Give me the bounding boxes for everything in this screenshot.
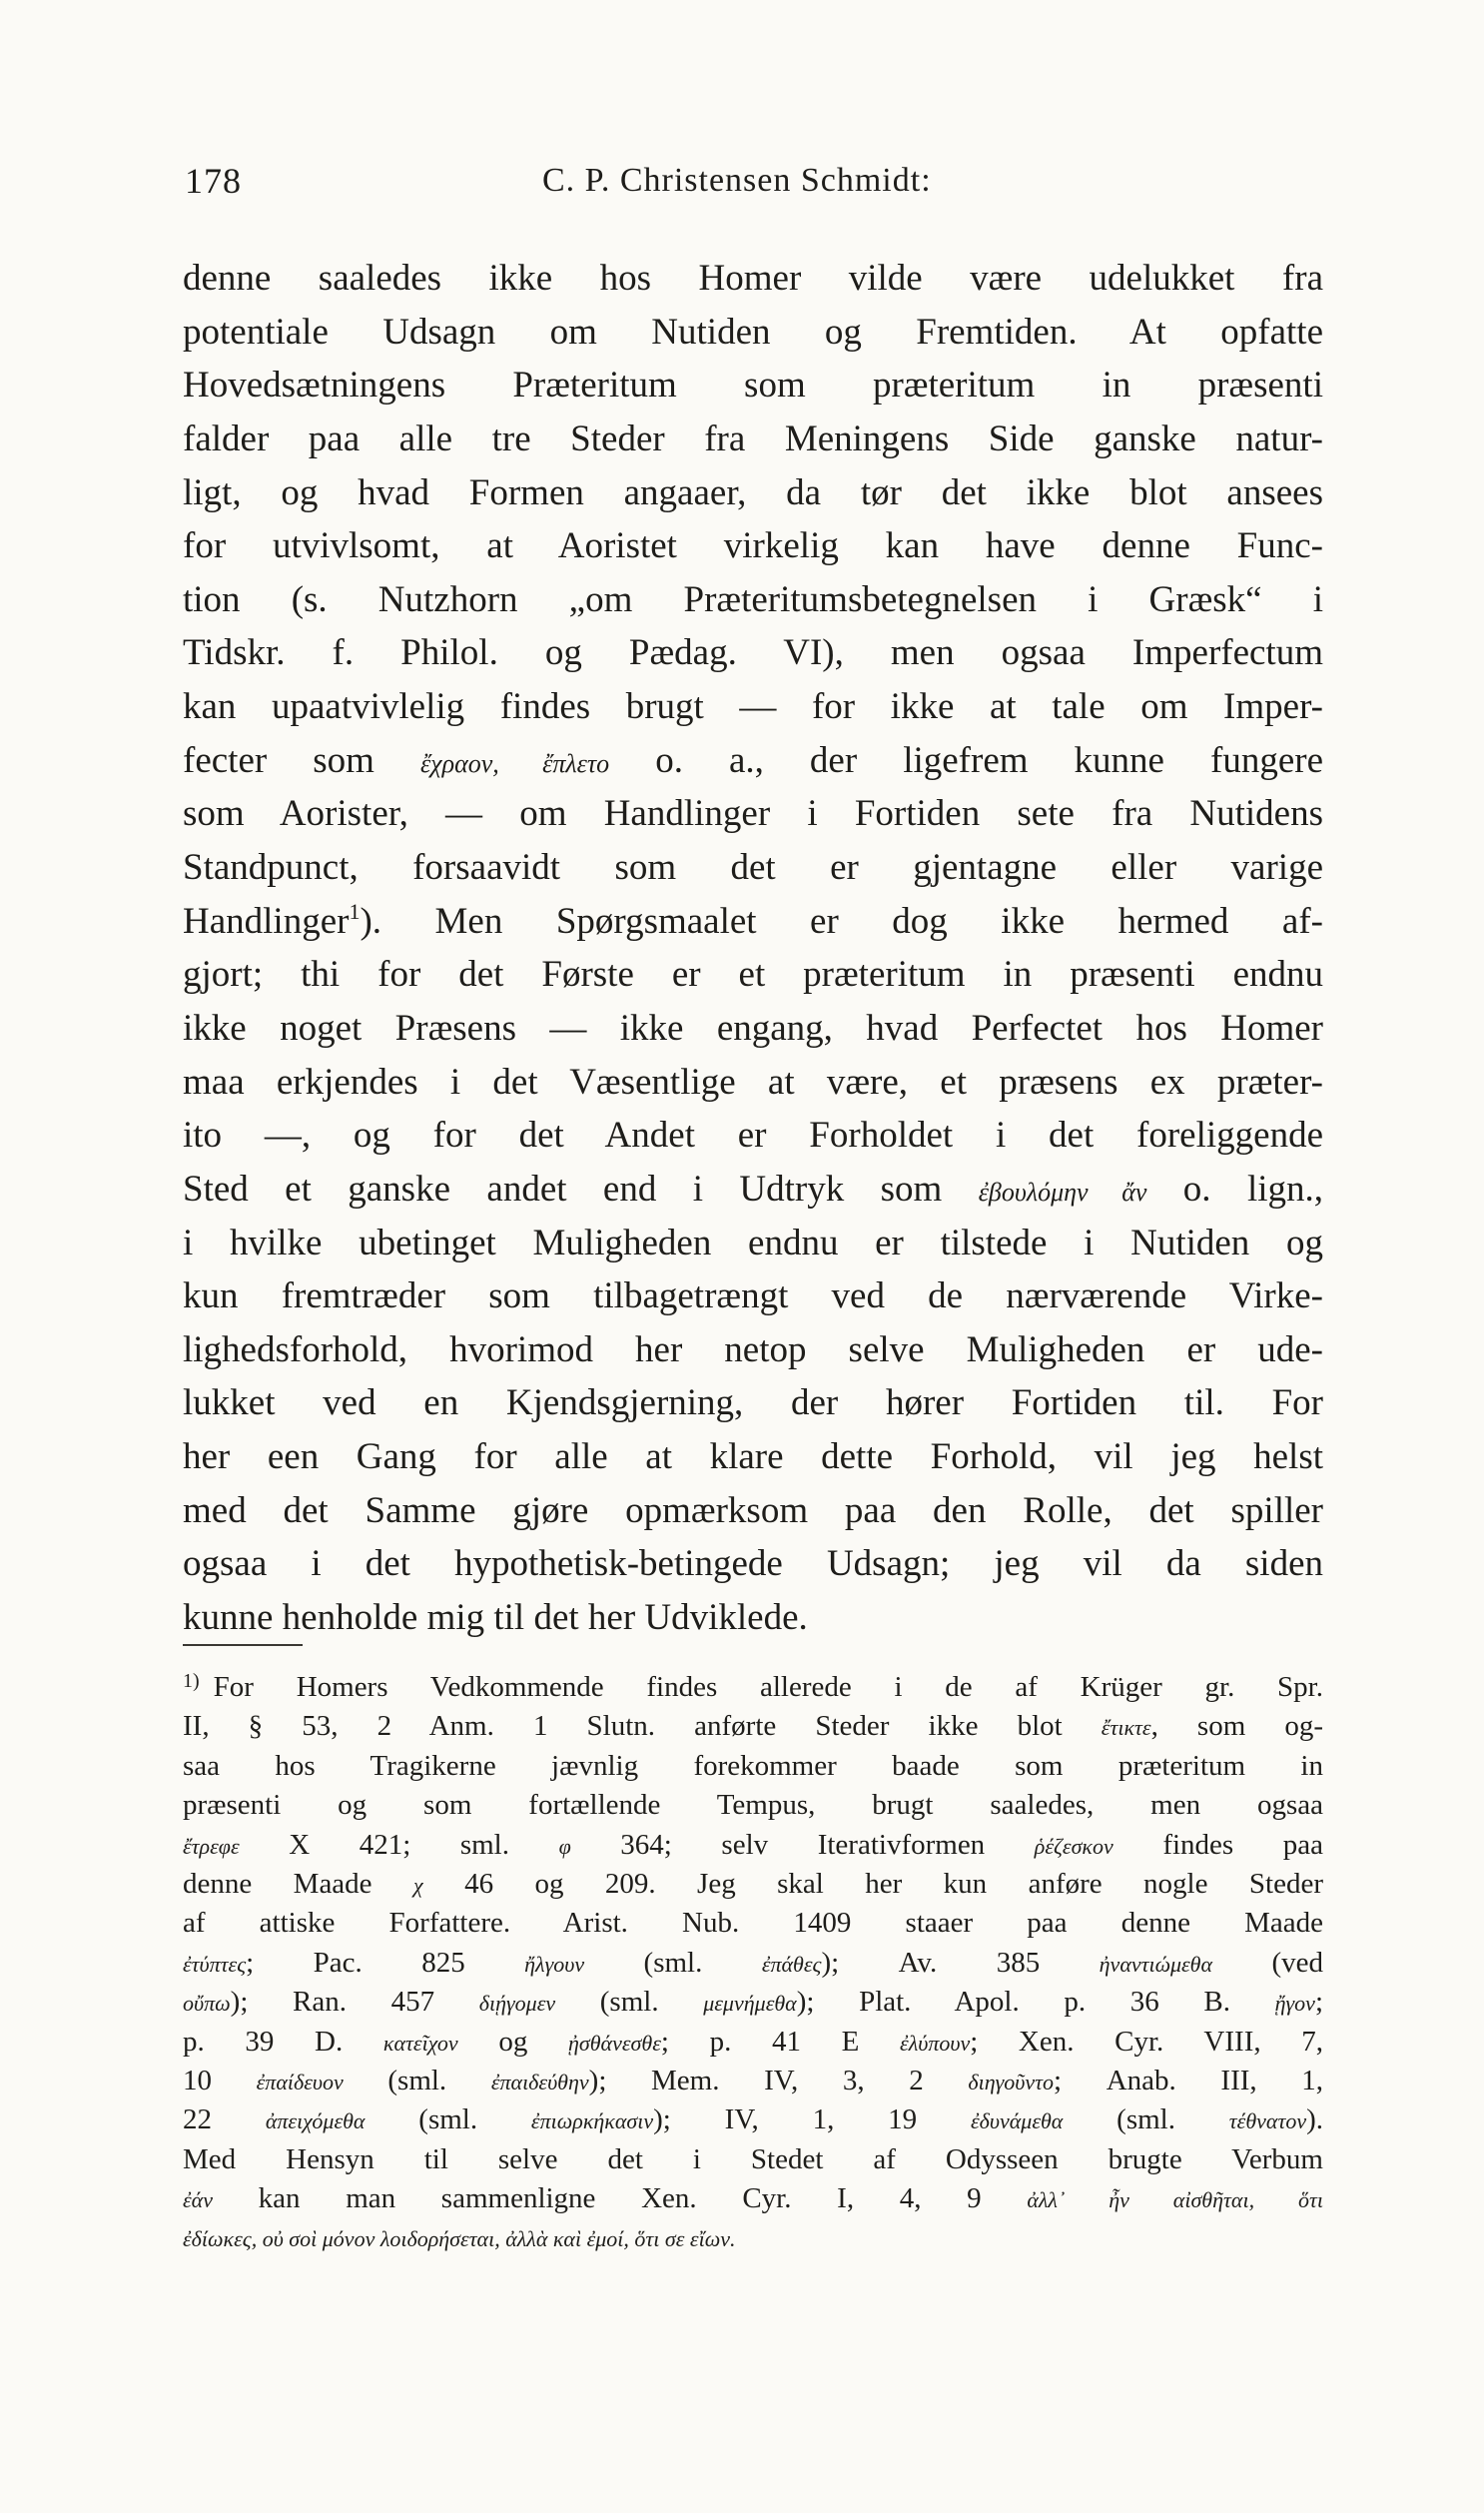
text-run: II, § 53, 2 Anm. 1 Slutn. anførte Steder ikke blot	[183, 1710, 1102, 1743]
text-run: ; Xen. Cyr. VIII, 7,	[970, 2025, 1324, 2058]
text-run: falder paa alle tre Steder fra Meningens Side ganske natur-	[183, 418, 1323, 459]
main-text	[183, 252, 1323, 1645]
text-run: o. lign.,	[1146, 1168, 1323, 1210]
footnote-line	[183, 2179, 1323, 2218]
footnote-line	[183, 1904, 1323, 1943]
footnote	[183, 1668, 1323, 2258]
text-run: 10	[183, 2064, 257, 2096]
text-run: denne Maade	[183, 1867, 413, 1900]
text-run: her een Gang for alle at klare dette Forhold, vil jeg helst	[183, 1436, 1323, 1478]
text-line	[183, 841, 1323, 895]
greek-word: ἐπάθες	[761, 1951, 822, 1977]
text-run: Hovedsætningens Præteritum som præteritum in præsenti	[183, 365, 1323, 407]
greek-word: ᾐσθάνεσθε	[567, 2030, 661, 2056]
text-line	[183, 359, 1323, 413]
text-run: ;	[1314, 1986, 1323, 2019]
text-run: lighedsforhold, hvorimod her netop selve Muligheden er ude-	[183, 1328, 1323, 1370]
footnote-line	[183, 2023, 1323, 2062]
greek-word: ἐπιωρκήκασιν	[530, 2108, 654, 2134]
page-header	[183, 160, 1321, 210]
text-run: tion (s. Nutzhorn „om Præteritumsbetegnelsen i Græsk“ i	[183, 578, 1323, 620]
text-line	[183, 626, 1323, 680]
text-run: og	[457, 2025, 568, 2058]
text-run: Sted et ganske andet end i Udtryk som	[183, 1168, 979, 1210]
text-line	[183, 1537, 1323, 1591]
text-run: ). Men Spørgsmaalet er dog ikke hermed af-	[360, 900, 1323, 942]
greek-word: κατεῖχον	[382, 2030, 458, 2056]
text-run: i hvilke ubetinget Muligheden endnu er tilstede i Nutiden og	[183, 1222, 1323, 1263]
footnote-line	[183, 1707, 1323, 1746]
greek-word: ἀλλ᾽ ἦν αἰσθῆται, ὅτι	[1027, 2187, 1323, 2213]
greek-word: διῄγομεν	[478, 1991, 556, 2017]
footnote-line	[183, 1865, 1323, 1904]
greek-word: ἔχραον, ἔπλετο	[419, 748, 610, 778]
text-run: (sml.	[343, 2064, 491, 2096]
text-line	[183, 734, 1323, 788]
text-run: præsenti og som fortællende Tempus, brugt saaledes, men ogsaa	[183, 1789, 1323, 1822]
text-line	[183, 895, 1323, 949]
text-run: potentiale Udsagn om Nutiden og Fremtiden. At opfatte	[183, 311, 1323, 353]
text-line	[183, 787, 1323, 841]
greek-word: ἀπειχόμεθα	[265, 2108, 366, 2134]
text-run: kan upaatvivlelig findes brugt — for ikke at tale om Imper-	[183, 686, 1323, 728]
text-run: For Homers Vedkommende findes allerede i de af Krüger gr. Spr.	[213, 1671, 1323, 1703]
footnote-line	[183, 2218, 1323, 2257]
text-run: 22	[183, 2103, 266, 2136]
text-line	[183, 1484, 1323, 1538]
greek-word: μεμνήμεθα	[703, 1991, 797, 2017]
text-line	[183, 1163, 1323, 1217]
text-run: ); Av. 385	[821, 1946, 1100, 1979]
text-run: (sml.	[365, 2103, 531, 2136]
footnote-line	[183, 1786, 1323, 1825]
footnote-divider	[183, 1644, 303, 1646]
text-line	[183, 413, 1323, 466]
text-line	[183, 1269, 1323, 1323]
text-line	[183, 252, 1323, 306]
text-run: kan man sammenligne Xen. Cyr. I, 4, 9	[212, 2182, 1028, 2215]
greek-word: ᾔγον	[1274, 1991, 1315, 2017]
footnote-marker: 1)	[183, 1670, 200, 1692]
text-line	[183, 1002, 1323, 1056]
greek-word: ἔτικτε	[1101, 1715, 1151, 1741]
text-run: ; Pac. 825	[246, 1946, 525, 1979]
text-run: Med Hensyn til selve det i Stedet af Odysseen brugte Verbum	[183, 2142, 1323, 2175]
text-run: X 421; sml.	[239, 1828, 559, 1861]
text-run: kunne henholde mig til det her Udviklede.	[183, 1597, 808, 1639]
greek-word: ἐβουλόμην ἄν	[978, 1177, 1147, 1207]
text-run: maa erkjendes i det Væsentlige at være, et præsens ex præter-	[183, 1061, 1323, 1103]
text-run: ); Plat. Apol. p. 36 B.	[796, 1986, 1275, 2019]
text-run: for utvivlsomt, at Aoristet virkelig kan have denne Func-	[183, 525, 1323, 567]
footnote-line	[183, 2140, 1323, 2179]
greek-word: ἔτρεφε	[183, 1833, 240, 1859]
greek-word: τέθνατον	[1228, 2108, 1307, 2134]
text-run: ); Mem. IV, 3, 2	[588, 2064, 969, 2096]
footnote-line	[183, 1747, 1323, 1786]
footnote-line	[183, 2100, 1323, 2139]
text-run: ; Anab. III, 1,	[1054, 2064, 1324, 2096]
greek-word: ἤλγουν	[524, 1951, 585, 1977]
text-run: ); Ran. 457	[230, 1986, 479, 2019]
text-run: (ved	[1212, 1946, 1324, 1979]
text-line	[183, 948, 1323, 1002]
footnote-line	[183, 1826, 1323, 1865]
greek-word: οὔπω	[183, 1991, 231, 2017]
text-run: ito —, og for det Andet er Forholdet i det foreliggende	[183, 1115, 1323, 1157]
greek-word: ἐτύπτες	[183, 1951, 247, 1977]
text-run: med det Samme gjøre opmærksom paa den Rolle, det spiller	[183, 1489, 1323, 1531]
footnote-line	[183, 1668, 1323, 1707]
greek-word: ῥέζεσκον	[1034, 1833, 1113, 1859]
text-line	[183, 680, 1323, 734]
greek-word: ἐδυνάμεθα	[970, 2108, 1064, 2134]
footnote-line	[183, 2062, 1323, 2100]
text-run: lukket ved en Kjendsgjerning, der hører Fortiden til. For	[183, 1382, 1323, 1424]
text-run: ligt, og hvad Formen angaaer, da tør det ikke blot ansees	[183, 471, 1323, 513]
text-run: saa hos Tragikerne jævnlig forekommer baade som præteritum in	[183, 1749, 1323, 1782]
running-head: C. P. Christensen Schmidt:	[542, 162, 932, 199]
footnote-ref: 1	[349, 898, 361, 924]
text-run: Tidskr. f. Philol. og Pædag. VI), men ogsaa Imperfectum	[183, 632, 1323, 674]
text-line	[183, 1430, 1323, 1484]
text-run: (sml.	[555, 1986, 704, 2019]
greek-word: ἐλύπουν	[900, 2030, 971, 2056]
text-run: kun fremtræder som tilbagetrængt ved de nærværende Virke-	[183, 1275, 1323, 1317]
greek-word: ἐδίωκες, οὐ σοὶ μόνον λοιδορήσεται, ἀλλὰ καὶ ἐμοί, ὅτι σε εἴων.	[183, 2226, 736, 2252]
footnote-line	[183, 1944, 1323, 1983]
text-line	[183, 466, 1323, 520]
text-line	[183, 306, 1323, 360]
text-line	[183, 1376, 1323, 1430]
text-line	[183, 1591, 1323, 1645]
text-run: Handlinger	[183, 900, 350, 942]
text-line	[183, 573, 1323, 627]
text-run: ; p. 41 E	[660, 2025, 901, 2058]
text-run: ikke noget Præsens — ikke engang, hvad Perfectet hos Homer	[183, 1007, 1323, 1049]
greek-word: ἐπαίδευον	[256, 2069, 344, 2094]
text-run: (sml.	[584, 1946, 762, 1979]
text-run: , som og-	[1150, 1710, 1324, 1743]
text-run: findes paa	[1113, 1828, 1324, 1861]
text-run: ); IV, 1, 19	[653, 2103, 971, 2136]
text-line	[183, 1109, 1323, 1163]
text-line	[183, 519, 1323, 573]
greek-word: διηγοῦντο	[968, 2069, 1055, 2094]
text-run: o. a., der ligefrem kunne fungere	[609, 739, 1323, 781]
greek-word: φ	[558, 1833, 571, 1859]
text-run: af attiske Forfattere. Arist. Nub. 1409 staaer paa denne Maade	[183, 1907, 1323, 1940]
text-run: ).	[1306, 2103, 1324, 2136]
text-line	[183, 1217, 1323, 1270]
text-run: ogsaa i det hypothetisk-betingede Udsagn; jeg vil da siden	[183, 1543, 1323, 1585]
footnote-line	[183, 1983, 1323, 2022]
text-run: denne saaledes ikke hos Homer vilde være udelukket fra	[183, 258, 1323, 299]
page-number: 178	[185, 161, 242, 201]
text-run: 364; selv Iterativformen	[570, 1828, 1035, 1861]
text-run: 46 og 209. Jeg skal her kun anføre nogle Steder	[422, 1867, 1323, 1900]
text-run: fecter som	[183, 739, 420, 781]
greek-word: χ	[412, 1872, 423, 1898]
text-run: som Aorister, — om Handlinger i Fortiden sete fra Nutidens	[183, 793, 1323, 835]
text-run: p. 39 D.	[183, 2025, 383, 2058]
text-run: gjort; thi for det Første er et præteritum in præsenti endnu	[183, 954, 1323, 996]
text-line	[183, 1323, 1323, 1377]
text-run: (sml.	[1063, 2103, 1229, 2136]
text-run: Standpunct, forsaavidt som det er gjentagne eller varige	[183, 847, 1323, 889]
greek-word: ἐπαιδεύθην	[490, 2069, 589, 2094]
greek-word: ἐάν	[183, 2187, 213, 2213]
text-line	[183, 1056, 1323, 1110]
greek-word: ἠναντιώμεθα	[1099, 1951, 1213, 1977]
